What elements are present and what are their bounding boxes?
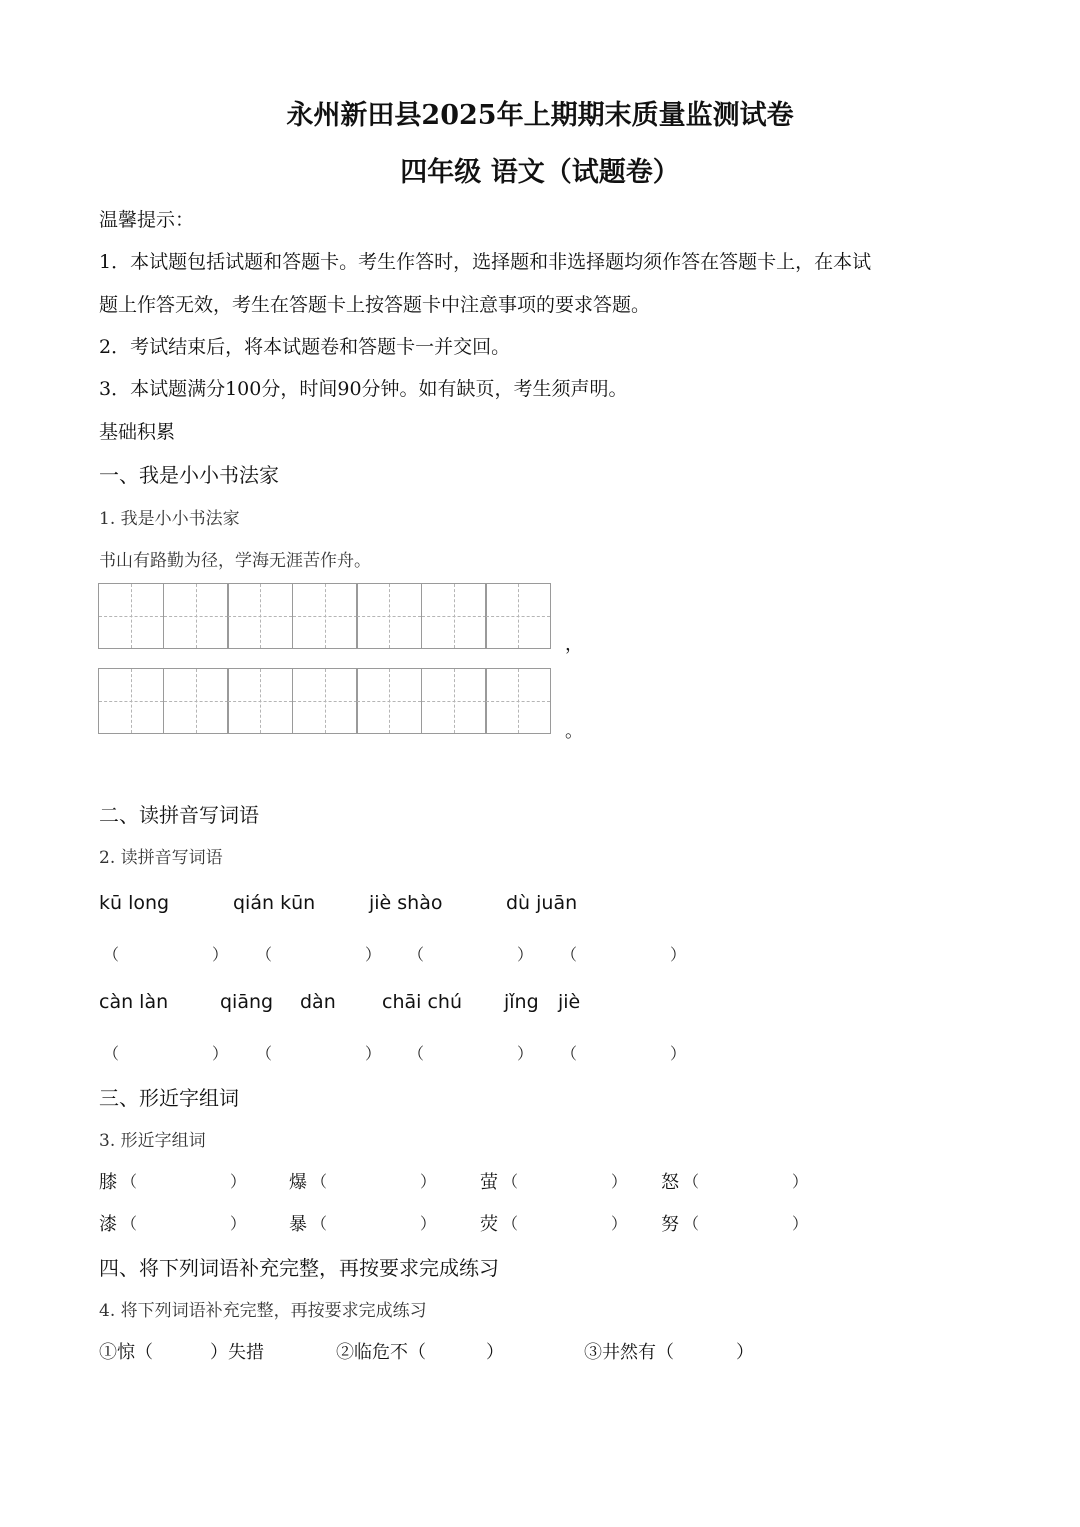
question-1: 1. 我是小小书法家 xyxy=(99,509,240,529)
pinyin-canlan: càn làn xyxy=(99,991,169,1013)
idiom-2-suffix: ） xyxy=(486,1342,504,1363)
char-ying: 萤 xyxy=(480,1172,498,1193)
writing-cell[interactable] xyxy=(356,583,422,649)
question-4: 4. 将下列词语补充完整，再按要求完成练习 xyxy=(99,1301,427,1321)
idiom-3-suffix: ） xyxy=(736,1342,754,1363)
pinyin-qiankun: qián kūn xyxy=(233,892,316,914)
char-nu: 怒 xyxy=(661,1172,679,1193)
writing-cell[interactable] xyxy=(421,583,487,649)
idiom-1-prefix: ①惊（ xyxy=(99,1342,153,1363)
answer-open-paren: （ xyxy=(561,945,578,964)
answer-close-paren: ） xyxy=(517,945,534,964)
tip-2: 2．考试结束后，将本试题卷和答题卡一并交回。 xyxy=(99,336,511,358)
answer-close-paren: ） xyxy=(792,1214,809,1233)
pinyin-qiang: qiāng xyxy=(220,991,274,1013)
idiom-3-prefix: ③井然有（ xyxy=(584,1342,674,1363)
answer-open-paren: （ xyxy=(408,945,425,964)
char-bao-2: 暴 xyxy=(289,1214,307,1235)
writing-cell[interactable] xyxy=(292,668,358,734)
writing-cell[interactable] xyxy=(485,668,551,734)
pinyin-dujuan: dù juān xyxy=(506,892,578,914)
answer-close-paren: ） xyxy=(212,945,229,964)
writing-cell[interactable] xyxy=(421,668,487,734)
tip-1-line-2: 题上作答无效，考生在答题卡上按答题卡中注意事项的要求答题。 xyxy=(99,294,651,316)
answer-close-paren: ） xyxy=(212,1044,229,1063)
category-label: 基础积累 xyxy=(99,421,176,443)
answer-open-paren: （ xyxy=(121,1214,138,1233)
answer-close-paren: ） xyxy=(420,1214,437,1233)
writing-cell[interactable] xyxy=(485,583,551,649)
answer-open-paren: （ xyxy=(311,1214,328,1233)
answer-close-paren: ） xyxy=(230,1214,247,1233)
answer-close-paren: ） xyxy=(611,1214,628,1233)
answer-close-paren: ） xyxy=(365,945,382,964)
question-3: 3. 形近字组词 xyxy=(99,1131,206,1151)
writing-cell[interactable] xyxy=(227,583,293,649)
writing-cell[interactable] xyxy=(98,668,164,734)
writing-cell[interactable] xyxy=(163,583,229,649)
idiom-1-suffix: ）失措 xyxy=(210,1342,264,1363)
answer-close-paren: ） xyxy=(792,1172,809,1191)
char-ying-2: 荧 xyxy=(480,1214,498,1235)
answer-close-paren: ） xyxy=(230,1172,247,1191)
answer-open-paren: （ xyxy=(502,1214,519,1233)
pinyin-jie: jiè xyxy=(558,991,581,1013)
grid-row-2-period: 。 xyxy=(565,721,583,742)
char-xi: 膝 xyxy=(99,1172,117,1193)
answer-open-paren: （ xyxy=(121,1172,138,1191)
pinyin-dan: dàn xyxy=(300,991,336,1013)
char-nu-2: 努 xyxy=(661,1214,679,1235)
tip-3: 3．本试题满分100分，时间90分钟。如有缺页，考生须声明。 xyxy=(99,378,628,400)
writing-cell[interactable] xyxy=(163,668,229,734)
exam-subtitle: 四年级 语文（试题卷） xyxy=(400,157,680,188)
section-2-heading: 二、读拼音写词语 xyxy=(99,803,259,827)
writing-grid-row-2 xyxy=(98,668,550,734)
pinyin-jing: jǐng xyxy=(504,991,539,1013)
section-4-heading: 四、将下列词语补充完整，再按要求完成练习 xyxy=(99,1256,499,1280)
answer-close-paren: ） xyxy=(517,1044,534,1063)
answer-close-paren: ） xyxy=(670,945,687,964)
answer-open-paren: （ xyxy=(256,1044,273,1063)
answer-open-paren: （ xyxy=(561,1044,578,1063)
exam-title: 永州新田县2025年上期期末质量监测试卷 xyxy=(286,100,794,131)
idiom-2-prefix: ②临危不（ xyxy=(336,1342,426,1363)
char-bao: 爆 xyxy=(289,1172,307,1193)
answer-close-paren: ） xyxy=(611,1172,628,1191)
char-qi: 漆 xyxy=(99,1214,117,1235)
calligraphy-sentence: 书山有路勤为径，学海无涯苦作舟。 xyxy=(99,551,371,571)
answer-close-paren: ） xyxy=(420,1172,437,1191)
answer-open-paren: （ xyxy=(311,1172,328,1191)
writing-cell[interactable] xyxy=(98,583,164,649)
answer-open-paren: （ xyxy=(683,1172,700,1191)
answer-close-paren: ） xyxy=(670,1044,687,1063)
tips-heading: 温馨提示： xyxy=(99,209,195,231)
section-3-heading: 三、形近字组词 xyxy=(99,1086,239,1110)
writing-cell[interactable] xyxy=(227,668,293,734)
answer-open-paren: （ xyxy=(502,1172,519,1191)
answer-open-paren: （ xyxy=(103,945,120,964)
pinyin-chaichu: chāi chú xyxy=(382,991,462,1013)
pinyin-jieshao: jiè shào xyxy=(369,892,443,914)
question-2: 2. 读拼音写词语 xyxy=(99,848,223,868)
answer-open-paren: （ xyxy=(683,1214,700,1233)
pinyin-kulong: kū long xyxy=(99,892,170,914)
answer-open-paren: （ xyxy=(103,1044,120,1063)
section-1-heading: 一、我是小小书法家 xyxy=(99,463,279,487)
answer-close-paren: ） xyxy=(365,1044,382,1063)
writing-cell[interactable] xyxy=(356,668,422,734)
answer-open-paren: （ xyxy=(408,1044,425,1063)
writing-cell[interactable] xyxy=(292,583,358,649)
grid-row-1-comma: ， xyxy=(565,634,583,655)
writing-grid-row-1 xyxy=(98,583,550,649)
tip-1-line-1: 1．本试题包括试题和答题卡。考生作答时，选择题和非选择题均须作答在答题卡上，在本试 xyxy=(99,251,872,273)
answer-open-paren: （ xyxy=(256,945,273,964)
